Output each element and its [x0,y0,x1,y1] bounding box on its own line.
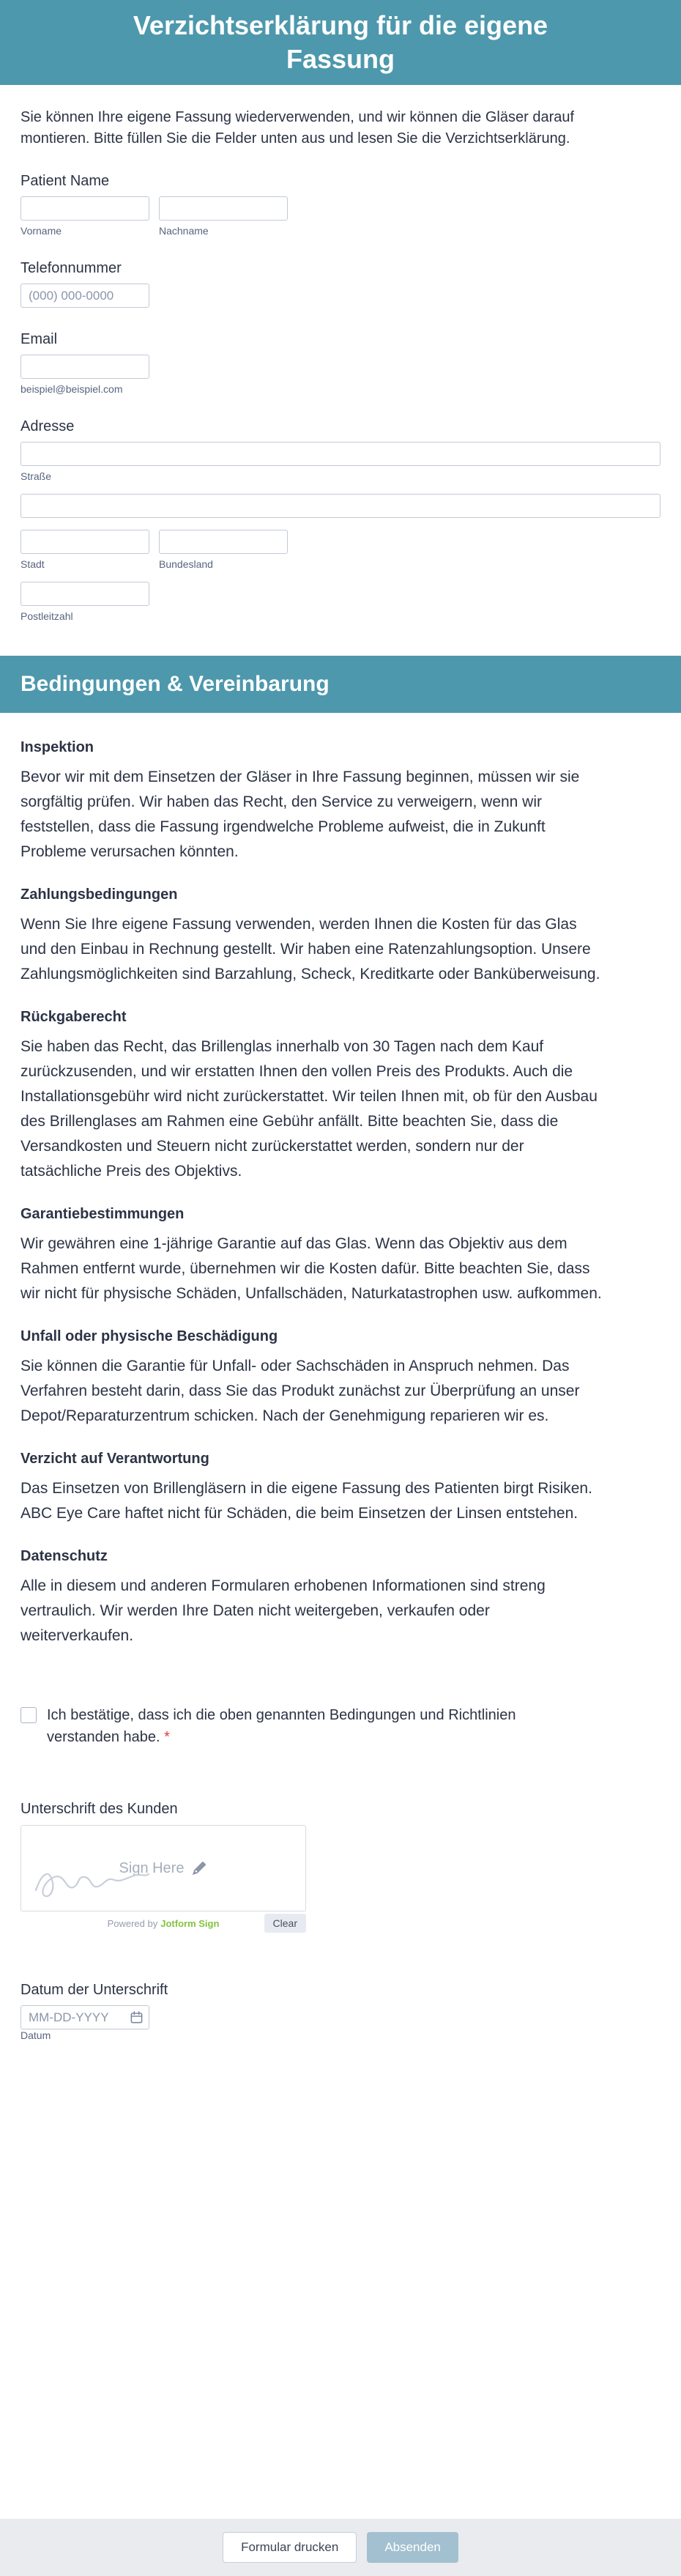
term-rueckgaberecht [21,1009,660,1184]
date-sublabel: Datum [21,2029,51,2041]
terms-title: Bedingungen & Vereinbarung [21,672,330,696]
last-name-sublabel: Nachname [159,225,209,237]
state-field [159,530,288,570]
agreement-label [47,1704,552,1748]
signature-date-section [21,1982,660,2043]
term-unfall [21,1328,660,1429]
email-field [21,355,149,395]
term-heading: Zahlungsbedingungen [21,887,178,903]
city-input[interactable] [21,530,149,554]
zip-field [21,582,149,622]
address-label: Adresse [21,418,75,434]
signature-strip [21,1913,306,1933]
term-verzicht [21,1451,660,1526]
phone-input[interactable] [21,284,149,308]
patient-name-label: Patient Name [21,173,110,189]
form-header [0,0,681,85]
email-sublabel: beispiel@beispiel.com [21,383,123,395]
print-button[interactable]: Formular drucken [223,2532,357,2563]
patient-name-row [21,196,660,237]
signature-section [21,1801,660,1933]
terms-section [0,713,681,1648]
clear-button[interactable]: Clear [264,1914,306,1933]
form-title: Verzichtserklärung für die eigene Fassung [133,10,548,74]
term-heading: Garantiebestimmungen [21,1206,185,1222]
city-state-row [21,530,660,570]
last-name-input[interactable] [159,196,288,221]
term-body: Wir gewähren eine 1-jährige Garantie auf das Glas. Wenn das Objektiv aus dem Rahmen entfernt wurde, übernehmen wir die Kosten dafür. Bitte beachten Sie, dass wir nicht für physische Schäden, Unfallschäden, Naturkatastrophen usw. aufkommen. [21,1235,602,1302]
signature-squiggle [31,1852,152,1903]
city-field [21,530,149,570]
term-heading: Unfall oder physische Beschädigung [21,1328,278,1344]
signature-pad[interactable] [21,1825,306,1911]
phone-label: Telefonnummer [21,260,122,276]
agreement-checkbox[interactable] [21,1707,37,1723]
term-body: Sie haben das Recht, das Brillenglas innerhalb von 30 Tagen nach dem Kauf zurückzusenden, und wir erstatten Ihnen den vollen Preis des Produkts. Auch die Installationsgebühr wird nicht zurückerstattet. Wir teilen Ihnen mit, ob für den Ausbau des Brillenglases am Rahmen eine Gebühr anfällt. Bitte beachten Sie, dass die Versandkosten und Steuern nicht zurückerstattet werden, sondern nur der tatsächliche Preis des Objektivs. [21,1038,598,1180]
form-body [0,85,681,622]
date-field [21,2005,149,2029]
submit-button[interactable]: Absenden [367,2532,458,2563]
first-name-input[interactable] [21,196,149,221]
question-patient-name [21,173,660,237]
signature-label: Unterschrift des Kunden [21,1801,178,1817]
term-body: Das Einsetzen von Brillengläsern in die eigene Fassung des Patienten birgt Risiken. ABC Eye Care haftet nicht für Schäden, die beim Einsetzen der Linsen entstehen. [21,1480,592,1522]
powered-by-text: Powered by [107,1917,158,1929]
term-body: Bevor wir mit dem Einsetzen der Gläser in Ihre Fassung beginnen, müssen wir sie sorgfältig prüfen. Wir haben das Recht, den Service zu verweigern, wenn wir feststellen, dass die Fassung irgendwelche Probleme aufweist, die in Zukunft Probleme verursachen könnten. [21,769,580,860]
term-garantiebestimmungen [21,1206,660,1306]
sign-here-text: Sign Here [119,1859,185,1876]
term-heading: Inspektion [21,739,94,755]
agreement-section [21,1704,660,1748]
first-name-field [21,196,149,237]
term-body: Sie können die Garantie für Unfall- oder Sachschäden in Anspruch nehmen. Das Verfahren besteht darin, dass Sie das Produkt zunächst zur Überprüfung an unser Depot/Reparaturzentrum schicken. Nach der Genehmigung reparieren wir es. [21,1358,580,1424]
state-input[interactable] [159,530,288,554]
terms-header [0,656,681,713]
question-phone [21,260,660,308]
term-inspektion [21,739,660,865]
question-address [21,418,660,622]
zip-sublabel: Postleitzahl [21,610,73,622]
street-input[interactable] [21,442,660,466]
email-label: Email [21,331,58,347]
signature-date-label: Datum der Unterschrift [21,1982,168,1998]
agreement-label-text: Ich bestätige, dass ich die oben genannten Bedingungen und Richtlinien verstanden habe. [47,1707,516,1745]
zip-input[interactable] [21,582,149,606]
jotform-sign-brand: Jotform Sign [160,1917,220,1929]
term-heading: Datenschutz [21,1548,108,1564]
intro-text: Sie können Ihre eigene Fassung wiederverwenden, und wir können die Gläser darauf montieren. Bitte füllen Sie die Felder unten aus und lesen Sie die Verzichtserklärung. [21,109,575,147]
last-name-field [159,196,288,237]
street2-input[interactable] [21,494,660,518]
footer-bar [0,2519,681,2576]
street-sublabel: Straße [21,470,52,482]
signature-date-input[interactable] [21,2005,149,2029]
pen-nib-icon [191,1860,207,1876]
first-name-sublabel: Vorname [21,225,62,237]
email-input[interactable] [21,355,149,379]
question-email [21,331,660,395]
term-heading: Verzicht auf Verantwortung [21,1451,209,1467]
street2-field [21,494,660,518]
term-datenschutz [21,1548,660,1648]
state-sublabel: Bundesland [159,558,213,570]
city-sublabel: Stadt [21,558,45,570]
street-field [21,442,660,482]
term-body: Alle in diesem und anderen Formularen erhobenen Informationen sind streng vertraulich. Wir werden Ihre Daten nicht weitergeben, verkaufen oder weiterverkaufen. [21,1577,546,1644]
term-heading: Rückgaberecht [21,1009,127,1025]
term-zahlungsbedingungen [21,887,660,987]
term-body: Wenn Sie Ihre eigene Fassung verwenden, werden Ihnen die Kosten für das Glas und den Einbau in Rechnung gestellt. Wir haben eine Ratenzahlungsoption. Unsere Zahlungsmöglichkeiten sind Barzahlung, Scheck, Kreditkarte oder Banküberweisung. [21,916,600,982]
required-asterisk: * [164,1729,170,1745]
